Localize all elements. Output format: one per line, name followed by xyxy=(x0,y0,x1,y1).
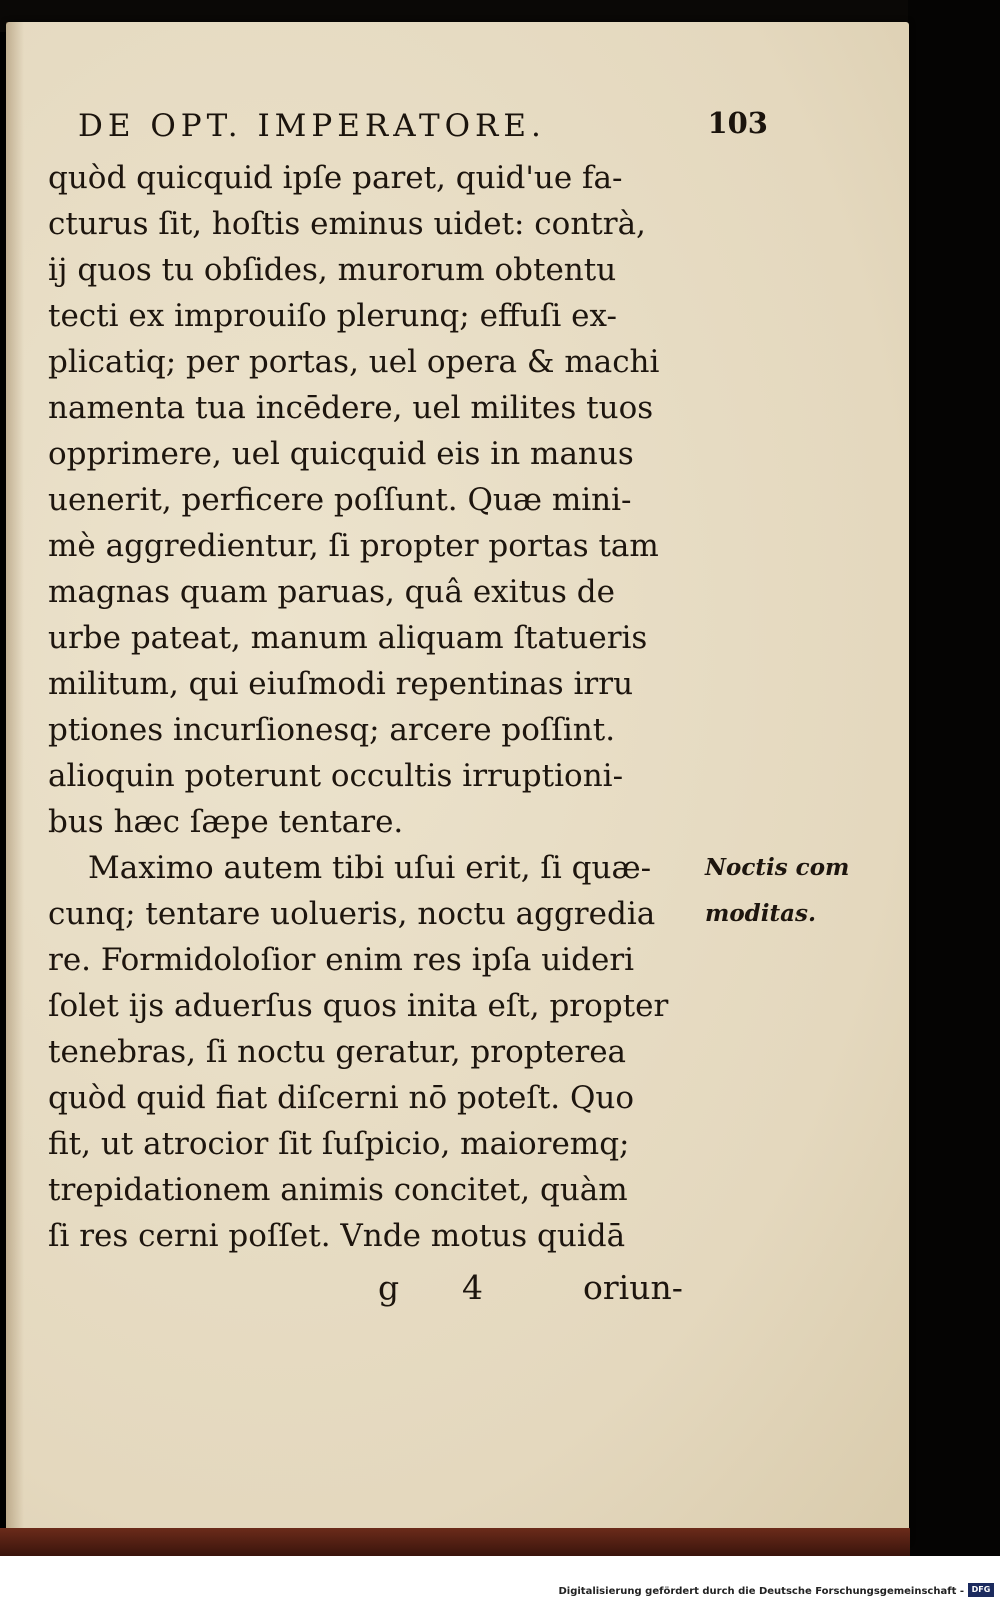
text-line: re. Formidoloſior enim res ipſa uideri xyxy=(48,942,635,978)
text-line: plicatiq; per portas, uel opera & machi xyxy=(48,344,660,380)
text-line: mè aggredientur, ſi propter portas tam xyxy=(48,528,659,564)
text-line: uenerit, perficere poſſunt. Quæ mini- xyxy=(48,482,632,518)
footer-credit: Digitalisierung gefördert durch die Deutsche Forschungsgemeinschaft - xyxy=(558,1586,964,1597)
text-line: tecti ex improuiſo plerunq; effuſi ex- xyxy=(48,298,617,334)
scan-background-right xyxy=(908,0,1000,1560)
text-line: urbe pateat, manum aliquam ſtatueris xyxy=(48,620,648,656)
text-line: ptiones incurſionesq; arcere poſſint. xyxy=(48,712,616,748)
marginal-note-line: moditas. xyxy=(705,900,816,927)
signature-mark: g xyxy=(378,1268,400,1307)
running-head-title: DE OPT. IMPERATORE. xyxy=(78,108,546,144)
marginal-note xyxy=(705,845,875,937)
text-line: cturus ſit, hoſtis eminus uidet: contrà, xyxy=(48,206,646,242)
text-line: ij quos tu obſides, murorum obtentu xyxy=(48,252,617,288)
text-line: bus hæc ſæpe tentare. xyxy=(48,804,404,840)
page-number: 103 xyxy=(707,106,768,140)
text-line: ſi res cerni poſſet. Vnde motus quidā xyxy=(48,1218,626,1254)
text-line: quòd quicquid ipſe paret, quid'ue fa- xyxy=(48,160,623,196)
text-line: militum, qui eiuſmodi repentinas irru xyxy=(48,666,634,702)
body-text xyxy=(48,155,708,1259)
text-line: ſolet ijs aduerſus quos inita eſt, propter xyxy=(48,988,669,1024)
dfg-logo: DFG xyxy=(968,1583,994,1597)
text-line: cunq; tentare uolueris, noctu aggredia xyxy=(48,896,656,932)
signature-number: 4 xyxy=(462,1268,483,1307)
text-line: fit, ut atrocior ſit ſuſpicio, maioremq; xyxy=(48,1126,630,1162)
paragraph-start-line: Maximo autem tibi uſui erit, ſi quæ- xyxy=(88,850,652,886)
text-line: opprimere, uel quicquid eis in manus xyxy=(48,436,634,472)
book-edge-strip xyxy=(0,1528,910,1556)
catchword: oriun- xyxy=(583,1268,683,1307)
page-gutter-shadow xyxy=(6,22,24,1542)
text-line: alioquin poterunt occultis irruptioni- xyxy=(48,758,624,794)
text-line: trepidationem animis concitet, quàm xyxy=(48,1172,628,1208)
signature-line xyxy=(378,1268,698,1314)
text-line: tenebras, ſi noctu geratur, propterea xyxy=(48,1034,627,1070)
running-head xyxy=(78,106,768,144)
text-line: namenta tua incēdere, uel milites tuos xyxy=(48,390,654,426)
text-line: quòd quid fiat diſcerni nō poteſt. Quo xyxy=(48,1080,635,1116)
text-line: magnas quam paruas, quâ exitus de xyxy=(48,574,615,610)
marginal-note-line: Noctis com xyxy=(705,854,850,881)
